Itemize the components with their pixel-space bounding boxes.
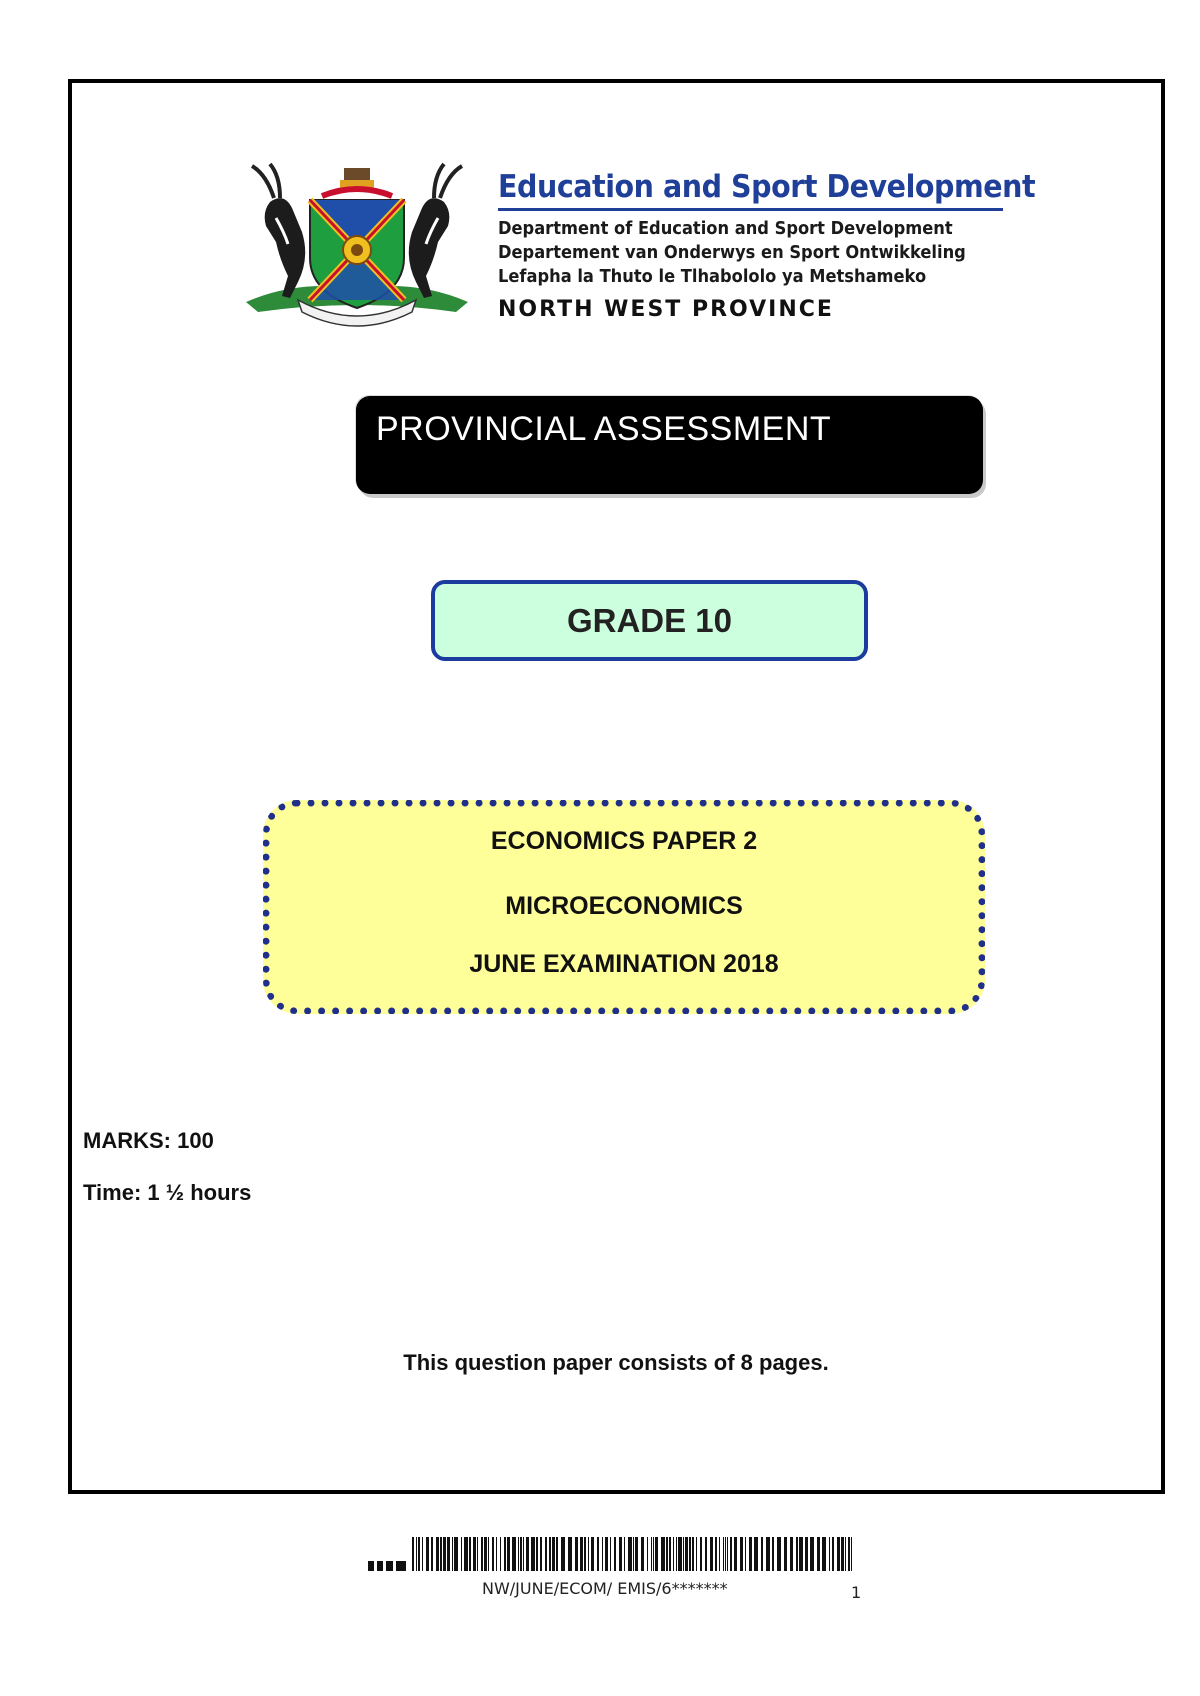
department-name-afrikaans: Departement van Onderwys en Sport Ontwikkeling — [498, 243, 966, 263]
grade-box — [431, 580, 868, 661]
department-name-english: Department of Education and Sport Development — [498, 219, 953, 239]
assessment-banner — [356, 396, 983, 494]
page-number: 1 — [851, 1583, 862, 1602]
subject-box — [263, 800, 985, 1014]
grade-label: GRADE 10 — [566, 601, 733, 639]
department-name-setswana: Lefapha la Thuto le Tlhabololo ya Metshameko — [498, 267, 927, 287]
barcode-icon — [368, 1537, 852, 1579]
page-count-note: This question paper consists of 8 pages. — [403, 1350, 829, 1375]
subject-title: MICROECONOMICS — [505, 892, 743, 920]
department-title: Education and Sport Development — [498, 169, 1036, 205]
department-header — [498, 168, 1036, 322]
footer-code: NW/JUNE/ECOM/ EMIS/6******* — [482, 1579, 728, 1598]
paper-title: ECONOMICS PAPER 2 — [490, 827, 758, 855]
marks-label: MARKS: 100 — [83, 1128, 214, 1153]
coat-of-arms-icon — [236, 162, 478, 330]
header-rule — [498, 208, 1003, 211]
province-name: NORTH WEST PROVINCE — [498, 297, 834, 322]
time-label: Time: 1 ½ hours — [83, 1180, 252, 1205]
exam-session: JUNE EXAMINATION 2018 — [469, 950, 779, 978]
assessment-banner-text: PROVINCIAL ASSESSMENT — [376, 410, 832, 448]
